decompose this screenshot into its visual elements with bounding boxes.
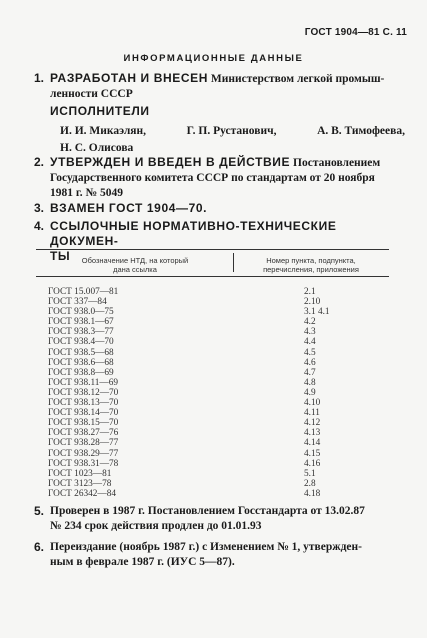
item-5-line1: Проверен в 1987 г. Постановлением Госстандарта от 13.02.87 (50, 505, 365, 517)
executors-heading: ИСПОЛНИТЕЛИ (50, 104, 150, 118)
item-2-heading: УТВЕРЖДЕН И ВВЕДЕН В ДЕЙСТВИЕ (50, 155, 291, 169)
item-2-text-line2: Государственного комитета СССР по стандартам от 20 ноября (50, 172, 375, 184)
table-row (48, 358, 348, 368)
item-4-heading-line2: ТЫ (50, 249, 71, 263)
gost-designation: ГОСТ 938.3—77 (48, 327, 114, 338)
gost-designation: ГОСТ 938.13—70 (48, 398, 119, 409)
document-title: ИНФОРМАЦИОННЫЕ ДАННЫЕ (123, 53, 304, 64)
gost-designation: ГОСТ 938.8—69 (48, 367, 114, 378)
item-1-text-line2: ленности СССР (50, 88, 133, 100)
table-row (48, 307, 348, 317)
item-1-number: 1. (34, 71, 45, 85)
clause-number: 4.5 (304, 347, 316, 358)
clause-number: 2.1 (304, 287, 316, 297)
gost-designation: ГОСТ 938.1—67 (48, 317, 114, 328)
table-row (48, 479, 348, 489)
table-row (48, 297, 348, 307)
clause-number: 4.8 (304, 377, 316, 388)
clause-number: 4.6 (304, 357, 316, 368)
item-5-line2: № 234 срок действия продлен до 01.01.93 (50, 520, 262, 532)
item-1-text: Министерством легкой промыш- (210, 73, 385, 85)
table-row (48, 428, 348, 438)
table-top-rule (36, 249, 389, 250)
item-6-line2: ным в феврале 1987 г. (ИУС 5—87). (50, 556, 235, 568)
item-6-number: 6. (34, 540, 45, 554)
item-4-number: 4. (34, 219, 45, 233)
clause-number: 4.14 (304, 438, 321, 449)
clause-number: 4.15 (304, 448, 321, 459)
table-row (48, 378, 348, 388)
table-row (48, 418, 348, 428)
table-row (48, 348, 348, 358)
table-row (48, 388, 348, 398)
table-row (48, 489, 348, 499)
table-row (48, 337, 348, 347)
table-col2-header: Номер пункта, подпункта, перечисления, приложения (263, 256, 359, 274)
item-3-heading: ВЗАМЕН ГОСТ 1904—70. (50, 201, 208, 215)
executor-name: Г. П. Рустанович, (186, 125, 277, 137)
gost-designation: ГОСТ 1023—81 (48, 468, 112, 479)
table-row (48, 368, 348, 378)
table-row (48, 408, 348, 418)
gost-designation: ГОСТ 938.12—70 (48, 387, 119, 398)
table-col1-header: Обозначение НТД, на который дана ссылка (81, 256, 189, 274)
clause-number: 2.8 (304, 478, 316, 489)
clause-number: 4.13 (304, 428, 321, 439)
clause-number: 4.4 (304, 337, 316, 348)
gost-designation: ГОСТ 938.29—77 (48, 448, 119, 459)
executor-name: А. В. Тимофеева, (317, 125, 405, 137)
table-row (48, 317, 348, 327)
item-2 (34, 155, 402, 201)
gost-designation: ГОСТ 3123—78 (48, 478, 112, 489)
table-row (48, 398, 348, 408)
item-3 (34, 201, 402, 217)
clause-number: 4.9 (304, 387, 316, 398)
gost-designation: ГОСТ 938.4—70 (48, 337, 114, 348)
gost-designation: ГОСТ 15.007—81 (48, 287, 119, 297)
gost-designation: ГОСТ 938.28—77 (48, 438, 119, 449)
item-6 (34, 540, 402, 570)
clause-number: 2.10 (304, 297, 321, 308)
clause-number: 4.7 (304, 367, 316, 378)
gost-designation: ГОСТ 938.27—76 (48, 428, 119, 439)
item-5 (34, 504, 402, 534)
table-column-divider (233, 253, 234, 272)
clause-number: 4.10 (304, 398, 321, 409)
clause-number: 4.18 (304, 488, 321, 499)
gost-designation: ГОСТ 938.11—69 (48, 377, 118, 388)
item-1 (34, 71, 402, 102)
table-header-rule (36, 276, 389, 277)
gost-designation: ГОСТ 938.5—68 (48, 347, 114, 358)
item-6-line1: Переиздание (ноябрь 1987 г.) с Изменением № 1, утвержден- (50, 541, 362, 553)
clause-number: 4.3 (304, 327, 316, 338)
gost-designation: ГОСТ 938.15—70 (48, 418, 119, 429)
gost-designation: ГОСТ 938.6—68 (48, 357, 114, 368)
item-1-heading: РАЗРАБОТАН И ВНЕСЕН (50, 71, 208, 85)
clause-number: 4.12 (304, 418, 321, 429)
table-row (48, 449, 348, 459)
executor-name: Н. С. Олисова (60, 142, 134, 154)
clause-number: 4.2 (304, 317, 316, 328)
gost-designation: ГОСТ 938.0—75 (48, 307, 114, 318)
table-row (48, 469, 348, 479)
item-2-text: Постановлением (293, 157, 381, 169)
item-2-text-line3: 1981 г. № 5049 (50, 187, 123, 199)
table-row (48, 459, 348, 469)
gost-designation: ГОСТ 337—84 (48, 297, 107, 308)
page-header: ГОСТ 1904—81 С. 11 (304, 27, 407, 38)
clause-number: 4.16 (304, 458, 321, 469)
item-5-number: 5. (34, 504, 45, 518)
clause-number: 4.11 (304, 408, 320, 419)
gost-designation: ГОСТ 938.14—70 (48, 408, 119, 419)
gost-designation: ГОСТ 26342—84 (48, 488, 117, 499)
clause-number: 5.1 (304, 468, 316, 479)
gost-designation: ГОСТ 938.31—78 (48, 458, 119, 469)
executor-name: И. И. Микаэлян, (60, 125, 147, 137)
item-3-number: 3. (34, 201, 45, 215)
clause-number: 3.1 4.1 (304, 307, 330, 318)
table-row (48, 327, 348, 337)
item-2-number: 2. (34, 155, 45, 169)
reference-table (48, 287, 348, 499)
table-row (48, 287, 348, 297)
item-4-heading: ССЫЛОЧНЫЕ НОРМАТИВНО-ТЕХНИЧЕСКИЕ ДОКУМЕН- (50, 219, 337, 248)
executors-list (60, 123, 405, 157)
table-row (48, 438, 348, 448)
